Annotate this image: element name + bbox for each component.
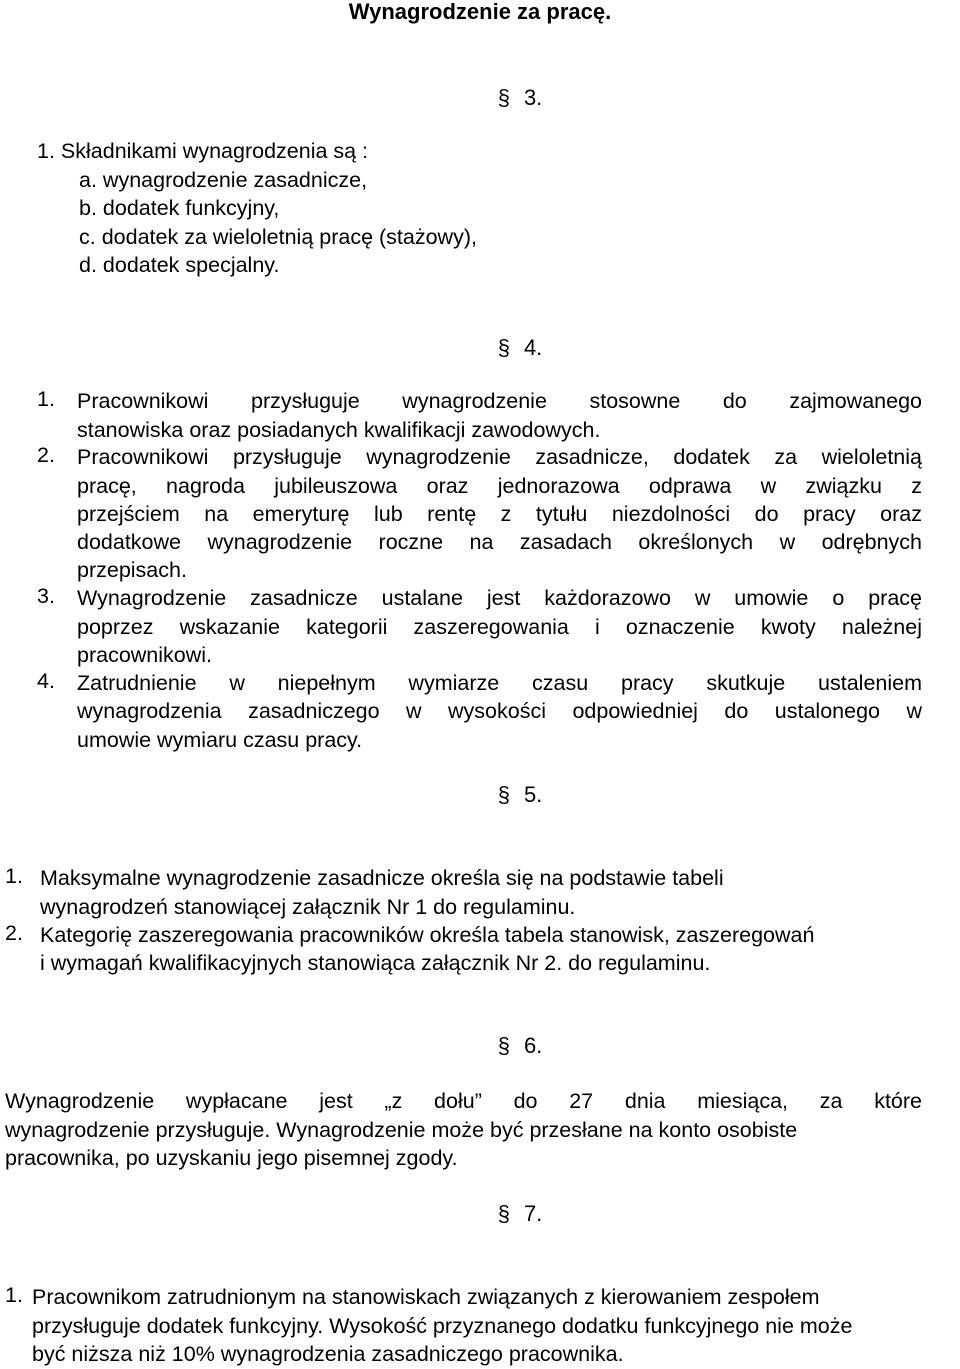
text-line: Wynagrodzenie wypłacane jest „z dołu” do 27 dnia miesiąca, za które — [5, 1089, 922, 1113]
item-number: 1. — [5, 1283, 23, 1307]
sub-text: dodatek funkcyjny, — [102, 196, 280, 220]
section-mark: § — [497, 1033, 510, 1058]
section-number: 7. — [523, 1201, 543, 1226]
text-line: Pracownikom zatrudnionym na stanowiskach związanych z kierowaniem zespołem — [32, 1285, 820, 1309]
section-heading-6 — [40, 1032, 960, 1060]
sub-text: dodatek specjalny. — [102, 253, 280, 277]
text-line: umowie wymiaru czasu pracy. — [77, 728, 363, 752]
item-number: 2. — [37, 443, 55, 467]
text-line: i wymagań kwalifikacyjnych stanowiąca załącznik Nr 2. do regulaminu. — [40, 951, 711, 975]
text-line: pracownikowi. — [77, 643, 213, 667]
text-line: być niższa niż 10% wynagrodzenia zasadniczego pracownika. — [32, 1342, 624, 1366]
text-line: Zatrudnienie w niepełnym wymiarze czasu pracy skutkuje ustaleniem — [77, 671, 922, 695]
text-line: Kategorię zaszeregowania pracowników określa tabela stanowisk, zaszeregowań — [40, 923, 815, 947]
item-text: Składnikami wynagrodzenia są : — [60, 139, 369, 163]
sub-letter: b. — [79, 196, 97, 220]
section-mark: § — [497, 782, 510, 807]
section-heading-5 — [40, 781, 960, 809]
section-heading-4 — [40, 334, 960, 362]
text-line: wynagrodzenie przysługuje. Wynagrodzenie może być przesłane na konto osobiste — [5, 1118, 798, 1142]
text-line: przysługuje dodatek funkcyjny. Wysokość przyznanego dodatku funkcyjnego nie może — [32, 1314, 853, 1338]
section-number: 4. — [523, 335, 543, 360]
s3-sub-d — [79, 251, 279, 280]
item-number: 3. — [37, 584, 55, 608]
section-mark: § — [497, 1201, 510, 1226]
s3-item-1 — [37, 137, 368, 166]
sub-letter: c. — [79, 225, 96, 249]
s3-sub-c — [79, 223, 477, 252]
section-heading-7 — [40, 1200, 960, 1228]
s3-sub-b — [79, 194, 279, 223]
section-mark: § — [497, 85, 510, 110]
section-number: 5. — [523, 782, 543, 807]
text-line: wynagrodzenia zasadniczego w wysokości odpowiedniej do ustalonego w — [77, 699, 922, 723]
text-line: Pracownikowi przysługuje wynagrodzenie zasadnicze, dodatek za wieloletnią — [77, 445, 922, 469]
document-title: Wynagrodzenie za pracę. — [348, 0, 612, 24]
sub-text: dodatek za wieloletnią pracę (stażowy), — [101, 225, 477, 249]
text-line: stanowiska oraz posiadanych kwalifikacji zawodowych. — [77, 418, 601, 442]
text-line: przepisach. — [77, 558, 187, 582]
text-line: Pracownikowi przysługuje wynagrodzenie stosowne do zajmowanego — [77, 389, 922, 413]
text-line: poprzez wskazanie kategorii zaszeregowania i oznaczenie kwoty należnej — [77, 615, 922, 639]
text-line: przejściem na emeryturę lub rentę z tytułu niezdolności do pracy oraz — [77, 502, 922, 526]
item-number: 1. — [37, 387, 55, 411]
item-number: 1. — [37, 139, 55, 163]
section-heading-3 — [40, 84, 960, 112]
text-line: pracownika, po uzyskaniu jego pisemnej zgody. — [5, 1146, 458, 1170]
sub-letter: d. — [79, 253, 97, 277]
text-line: Wynagrodzenie zasadnicze ustalane jest każdorazowo w umowie o pracę — [77, 586, 922, 610]
sub-letter: a. — [79, 168, 97, 192]
sub-text: wynagrodzenie zasadnicze, — [102, 168, 368, 192]
section-mark: § — [497, 335, 510, 360]
text-line: pracę, nagroda jubileuszowa oraz jednorazowa odprawa w związku z — [77, 474, 922, 498]
text-line: dodatkowe wynagrodzenie roczne na zasadach określonych w odrębnych — [77, 530, 922, 554]
s3-sub-a — [79, 166, 367, 195]
item-number: 2. — [5, 921, 23, 945]
item-number: 1. — [5, 864, 23, 888]
section-number: 6. — [523, 1033, 543, 1058]
text-line: wynagrodzeń stanowiącej załącznik Nr 1 do regulaminu. — [40, 895, 576, 919]
section-number: 3. — [523, 85, 543, 110]
text-line: Maksymalne wynagrodzenie zasadnicze określa się na podstawie tabeli — [40, 866, 724, 890]
item-number: 4. — [37, 669, 55, 693]
